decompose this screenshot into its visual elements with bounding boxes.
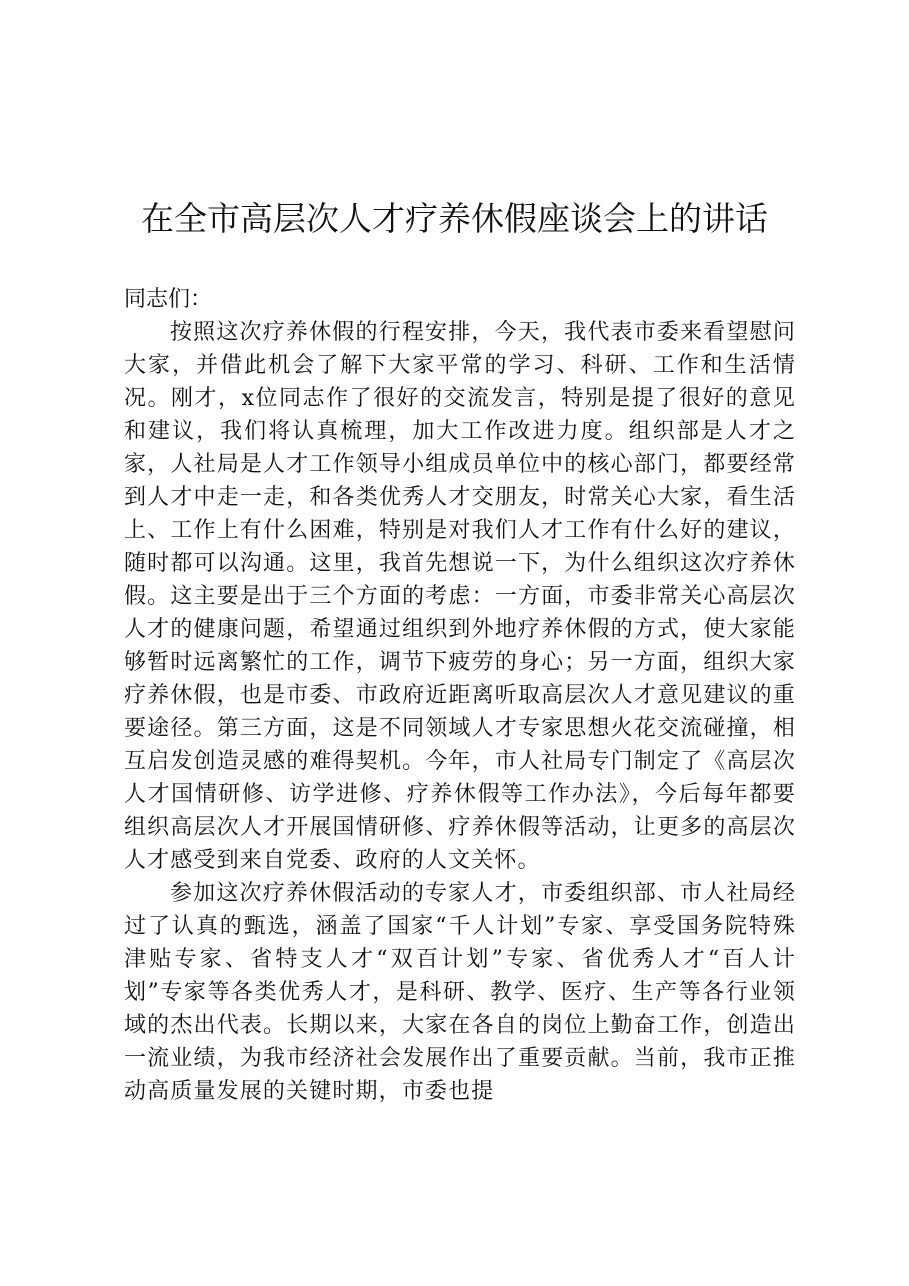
paragraph-2: 参加这次疗养休假活动的专家人才，市委组织部、市人社局经过了认真的甄选，涵盖了国家“千人计划”专家、享受国务院特殊津贴专家、省特支人才“双百计划”专家、省优秀人才“百人计划”专家等各类优秀人才，是科研、教学、医疗、生产等各行业领域的杰出代表。长期以来，大家在各自的岗位上勤奋工作，创造出一流业绩，为我市经济社会发展作出了重要贡献。当前，我市正推动高质量发展的关键时期，市委也提 xyxy=(124,881,796,1104)
document-body xyxy=(124,283,796,1108)
salutation: 同志们： xyxy=(124,287,213,312)
document-title: 在全市高层次人才疗养休假座谈会上的讲话 xyxy=(141,199,768,238)
paragraph-1: 按照这次疗养休假的行程安排，今天，我代表市委来看望慰问大家，并借此机会了解下大家平常的学习、科研、工作和生活情况。刚才，x位同志作了很好的交流发言，特别是提了很好的意见和建议，我们将认真梳理，加大工作改进力度。组织部是人才之家，人社局是人才工作领导小组成员单位中的核心部门，都要经常到人才中走一走，和各类优秀人才交朋友，时常关心大家，看生活上、工作上有什么困难，特别是对我们人才工作有什么好的建议，随时都可以沟通。这里，我首先想说一下，为什么组织这次疗养休假。这主要是出于三个方面的考虑：一方面，市委非常关心高层次人才的健康问题，希望通过组织到外地疗养休假的方式，使大家能够暂时远离繁忙的工作，调节下疲劳的身心；另一方面，组织大家疗养休假，也是市委、市政府近距离听取高层次人才意见建议的重要途径。第三方面，这是不同领域人才专家思想火花交流碰撞，相互启发创造灵感的难得契机。今年，市人社局专门制定了《高层次人才国情研修、访学进修、疗养休假等工作办法》，今后每年都要组织高层次人才开展国情研修、疗养休假等活动，让更多的高层次人才感受到来自党委、政府的人文关怀。 xyxy=(124,320,796,873)
